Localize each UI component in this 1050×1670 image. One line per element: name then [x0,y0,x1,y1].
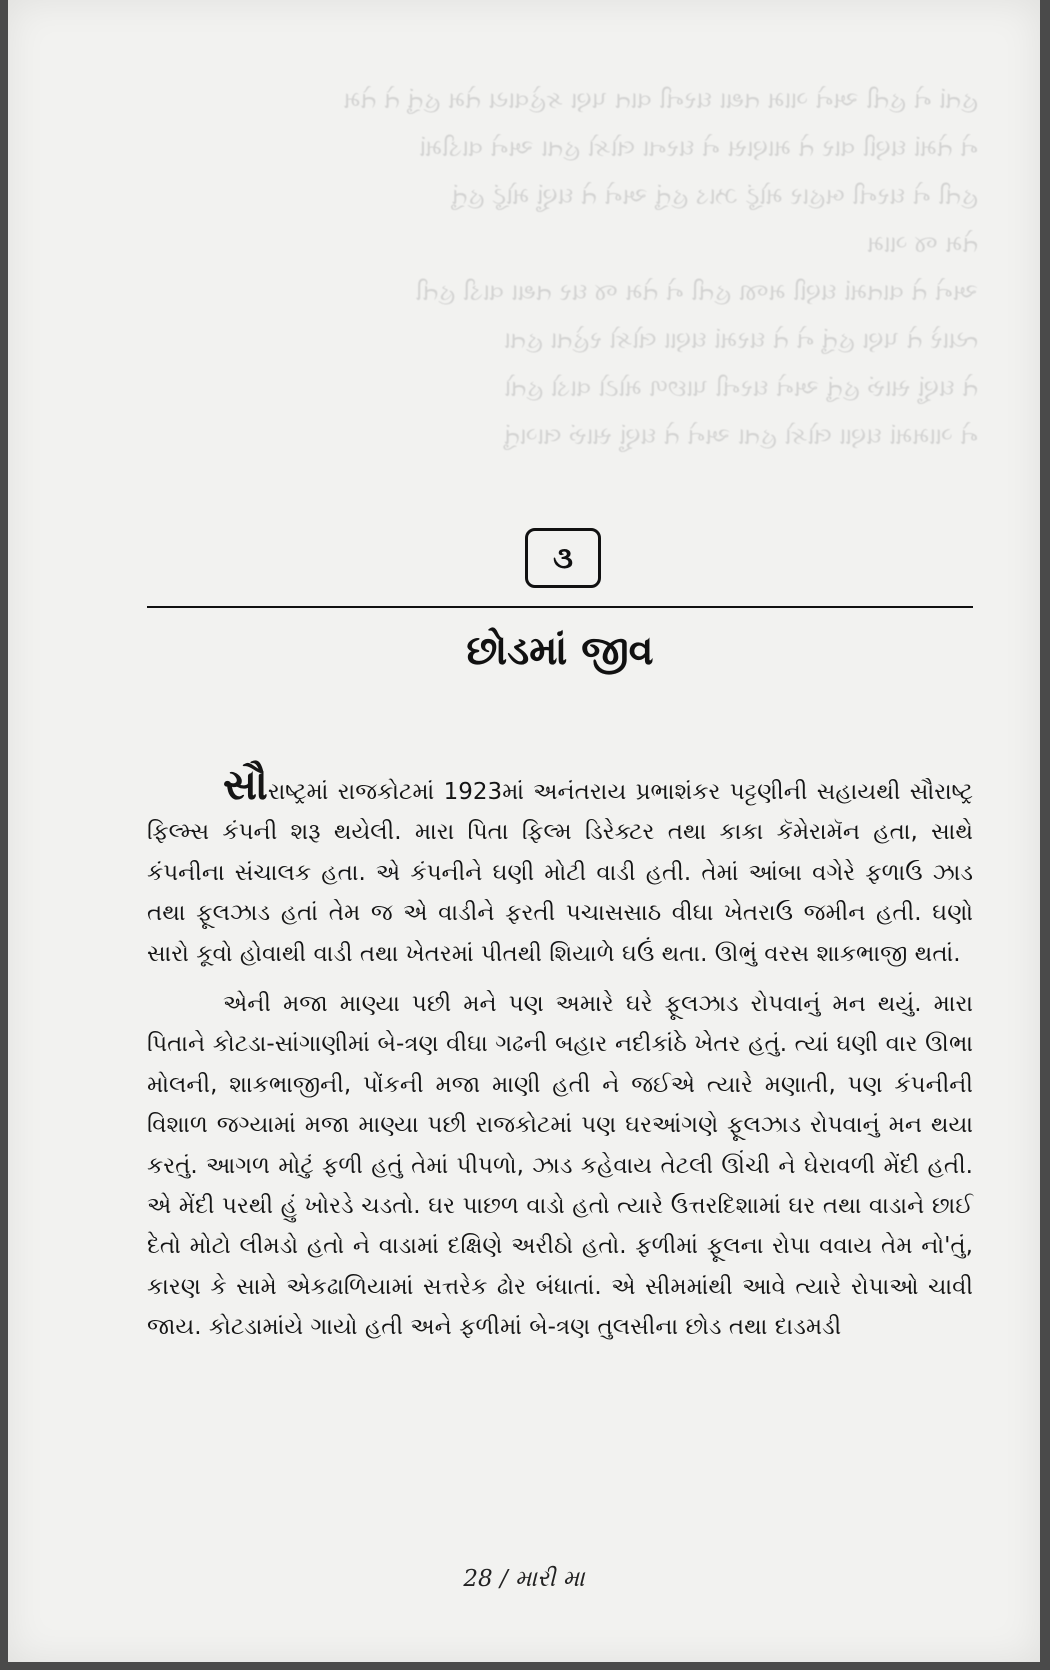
page-footer: 28 / મારી મા [463,1566,585,1592]
chapter-title: છોડમાં જીવ [466,628,654,674]
chapter-body [147,760,973,1348]
chapter-number: ૩ [525,528,601,588]
chapter-divider [147,606,973,608]
paragraph-1-text: રાષ્ટ્રમાં રાજકોટમાં 1923માં અનંતરાય પ્રભાશંકર પટ્ટણીની સહાયથી સૌરાષ્ટ્ર ફિલ્મ્સ કંપની શરૂ થયેલી. મારા પિતા ફિલ્મ ડિરેક્ટર તથા કાકા કૅમેરામૅન હતા, સાથે કંપનીના સંચાલક હતા. એ કંપનીને ઘણી મોટી વાડી હતી. તેમાં આંબા વગેરે ફળાઉ ઝાડ તથા ફૂલઝાડ હતાં તેમ જ એ વાડીને ફરતી પચાસસાઠ વીઘા ખેતરાઉ જમીન હતી. ઘણો સારો કૂવો હોવાથી વાડી તથા ખેતરમાં પીતથી શિયાળે ઘઉં થતા. ઊભું વરસ શાકભાજી થતાં. [147,779,973,967]
paragraph-1 [147,760,973,974]
book-page [8,0,1040,1662]
drop-cap: સૌ [223,760,268,809]
paragraph-2: એની મજા માણ્યા પછી મને પણ અમારે ઘરે ફૂલઝાડ રોપવાનું મન થયું. મારા પિતાને કોટડા-સાંગાણીમાં બે-ત્રણ વીઘા ગઢની બહાર નદીકાંઠે ખેતર હતું. ત્યાં ઘણી વાર ઊભા મોલની, શાકભાજીની, પોંકની મજા માણી હતી ને જઈએ ત્યારે મણાતી, પણ કંપનીની વિશાળ જગ્યામાં મજા માણ્યા પછી રાજકોટમાં પણ ઘરઆંગણે ફૂલઝાડ રોપવાનું મન થયા કરતું. આગળ મોટું ફળી હતું તેમાં પીપળો, ઝાડ કહેવાય તેટલી ઊંચી ને ઘેરાવળી મેંદી હતી. એ મેંદી પરથી હું ખોરડે ચડતો. ઘર પાછળ વાડો હતો ત્યારે ઉત્તરદિશામાં ઘર તથા વાડાને છાઈ દેતો મોટો લીમડો હતો ને વાડામાં દક્ષિણે અરીઠો હતો. ફળીમાં ફૂલના રોપા વવાય તેમ નો'તું, કારણ કે સામે એકઢાળિયામાં સત્તરેક ઢોર બંધાતાં. એ સીમમાંથી આવે ત્યારે રોપાઓ ચાવી જાય. કોટડામાંયે ગાયો હતી અને ફળીમાં બે-ત્રણ તુલસીના છોડ તથા દાડમડી [147,991,973,1341]
show-through-text: હતાં ને હતી અને ગામ તથા ઘરની વાત પણ કહેવાય તેમ હતું તે તેમ ને તેમાં ઘણી વાર તે માણસ ને ઘરના લોકો હતા અને વાડીમાં હતી ને ઘરની બહાર મોટું ઝાડ હતું અને તે ઘણું મોટું હતું તેમ જ ગામ અને તે વાતમાં ઘણી મજા હતી ને તેમ જ ઘર તથા વાડી હતી ત્યારે તે પણ હતું ને તે ઘરમાં ઘણા લોકો રહેતા હતા તે ઘણું સારું હતું અને ઘરની પાછળ મોટો વાડો હતો ને ગામમાં ઘણા લોકો હતા અને તે ઘણું સારું લાગતું [343,86,978,450]
